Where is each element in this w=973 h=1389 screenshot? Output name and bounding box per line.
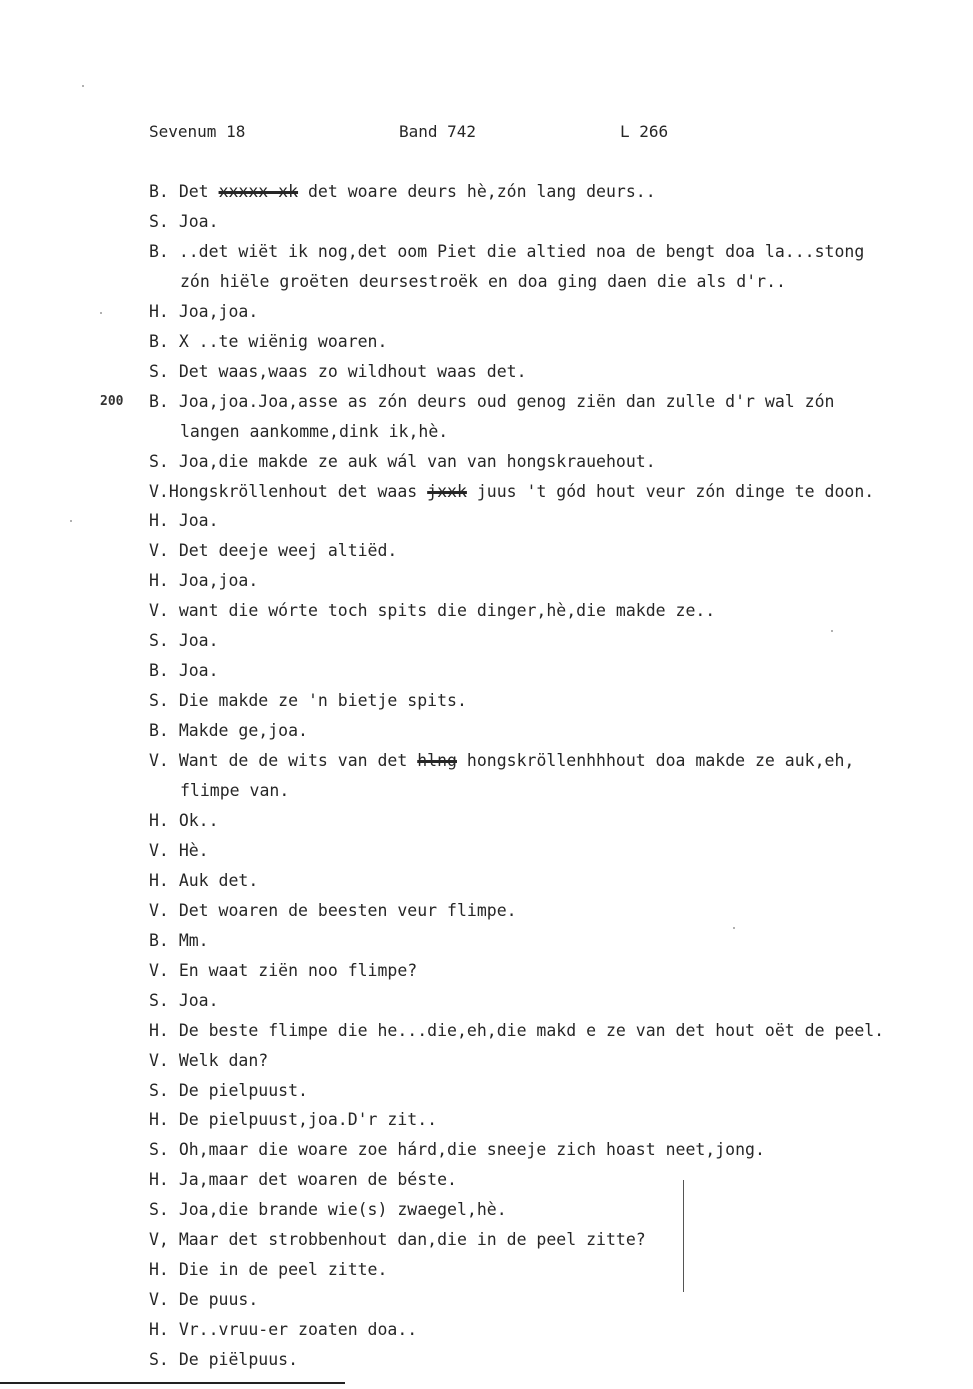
- dialogue-line: [149, 721, 308, 740]
- dialogue-continuation: [180, 422, 448, 441]
- speaker-label: B.: [149, 241, 169, 261]
- dialogue-line: [149, 1110, 437, 1129]
- utterance-text: Joa,joa.: [178, 571, 259, 591]
- dialogue-line: [149, 182, 656, 201]
- dialogue-line: [149, 871, 258, 890]
- speaker-label: V.: [149, 601, 169, 621]
- utterance-text: De pielpuust,joa.D'r zit..: [178, 1110, 438, 1130]
- scan-speck: [82, 85, 84, 87]
- dialogue-line: [149, 212, 219, 231]
- speaker-label: B.: [149, 391, 169, 411]
- utterance-text: Joa,joa.Joa,asse as zón deurs oud genog ziën dan zulle d'r wal zón: [178, 391, 835, 411]
- speaker-label: S.: [149, 1350, 169, 1370]
- speaker-label: S.: [149, 1200, 169, 1220]
- margin-counter-mark: 200: [100, 394, 124, 409]
- utterance-text: De beste flimpe die he...die,eh,die makd e ze van det hout oët de peel.: [178, 1020, 885, 1040]
- utterance-text: Joa,joa.: [178, 301, 259, 321]
- dialogue-line: [149, 631, 219, 650]
- utterance-text: Mm.: [178, 930, 209, 950]
- speaker-label: V.: [149, 960, 169, 980]
- dialogue-line: [149, 1140, 765, 1159]
- header-location: Sevenum 18: [149, 122, 246, 141]
- utterance-text: zón hiële groëten deursestroëk en doa ging daen die als d'r..: [180, 271, 786, 291]
- dialogue-line: [149, 482, 874, 501]
- speaker-label: B.: [149, 331, 169, 351]
- dialogue-line: [149, 1350, 298, 1369]
- scan-speck: [100, 312, 102, 314]
- speaker-label: V.: [149, 541, 169, 561]
- struck-out-text: xxxxx xk: [218, 182, 299, 201]
- utterance-text: De pielpuust.: [178, 1080, 308, 1100]
- utterance-text: Want de de wits van det: [178, 751, 418, 771]
- speaker-label: S.: [149, 361, 169, 381]
- dialogue-line: [149, 691, 467, 710]
- header-tape: Band 742: [399, 122, 477, 141]
- dialogue-line: [149, 901, 517, 920]
- dialogue-line: [149, 1170, 457, 1189]
- dialogue-line: [149, 841, 209, 860]
- utterance-text: det woare deurs hè,zón lang deurs..: [298, 182, 656, 201]
- dialogue-line: [149, 811, 219, 830]
- bottom-rule: [0, 1382, 345, 1384]
- speaker-label: H.: [149, 571, 169, 591]
- utterance-text: Welk dan?: [178, 1050, 269, 1070]
- utterance-text: Det woaren de beesten veur flimpe.: [178, 900, 517, 920]
- utterance-text: Die makde ze 'n bietje spits.: [178, 691, 467, 711]
- utterance-text: Ok..: [178, 810, 219, 830]
- utterance-text: Joa,die makde ze auk wál van van hongskrauehout.: [178, 451, 656, 471]
- speaker-label: H.: [149, 1320, 169, 1340]
- utterance-text: Det: [178, 182, 219, 201]
- dialogue-line: [149, 751, 854, 770]
- speaker-label: B.: [149, 661, 169, 681]
- utterance-text: Makde ge,joa.: [178, 721, 308, 741]
- scan-speck: [831, 630, 833, 632]
- dialogue-line: [149, 601, 715, 620]
- dialogue-line: [149, 961, 417, 980]
- speaker-label: V.: [149, 751, 169, 771]
- struck-out-text: jxxk: [427, 481, 467, 501]
- utterance-text: Oh,maar die woare zoe hárd,die sneeje zich hoast neet,jong.: [178, 1140, 765, 1160]
- utterance-text: juus 't gód hout veur zón dinge te doon.: [466, 481, 875, 501]
- utterance-text: ..det wiët ik nog,det oom Piet die altied noa de bengt doa la...stong: [178, 241, 865, 261]
- dialogue-line: [149, 1081, 308, 1100]
- dialogue-line: [149, 302, 258, 321]
- dialogue-continuation: [180, 781, 289, 800]
- speaker-label: H.: [149, 1110, 169, 1130]
- speaker-label: B.: [149, 930, 169, 950]
- speaker-label: S.: [149, 691, 169, 711]
- speaker-label: S.: [149, 1080, 169, 1100]
- struck-out-text: hlng: [417, 751, 457, 771]
- utterance-text: Ja,maar det woaren de béste.: [178, 1170, 457, 1190]
- dialogue-line: [149, 1200, 507, 1219]
- dialogue-line: [149, 332, 387, 351]
- dialogue-line: [149, 1290, 258, 1309]
- dialogue-line: [149, 242, 864, 261]
- utterance-text: Joa,die brande wie(s) zwaegel,hè.: [178, 1200, 507, 1220]
- dialogue-line: [149, 392, 834, 411]
- utterance-text: Det deeje weej altiëd.: [178, 541, 398, 561]
- utterance-text: langen aankomme,dink ik,hè.: [180, 421, 449, 441]
- utterance-text: Hongskröllenhout det waas: [168, 481, 428, 501]
- dialogue-line: [149, 1230, 646, 1249]
- dialogue-line: [149, 991, 219, 1010]
- speaker-label: S.: [149, 631, 169, 651]
- dialogue-line: [149, 571, 258, 590]
- utterance-text: Hè.: [178, 840, 209, 860]
- speaker-label: V.: [149, 900, 169, 920]
- dialogue-line: [149, 1260, 387, 1279]
- speaker-label: S.: [149, 211, 169, 231]
- speaker-label: S.: [149, 451, 169, 471]
- speaker-label: B.: [149, 721, 169, 741]
- dialogue-line: [149, 661, 219, 680]
- dialogue-continuation: [180, 272, 786, 291]
- dialogue-line: [149, 511, 219, 530]
- speaker-label: S.: [149, 990, 169, 1010]
- utterance-text: De piëlpuus.: [178, 1350, 299, 1370]
- speaker-label: B.: [149, 182, 169, 201]
- speaker-label: V.: [149, 1050, 169, 1070]
- speaker-label: H.: [149, 870, 169, 890]
- utterance-text: Joa.: [178, 631, 219, 651]
- speaker-label: H.: [149, 810, 169, 830]
- utterance-text: Die in de peel zitte.: [178, 1260, 388, 1280]
- utterance-text: Det waas,waas zo wildhout waas det.: [178, 361, 527, 381]
- utterance-text: flimpe van.: [180, 781, 290, 800]
- scan-speck: [733, 927, 735, 929]
- dialogue-line: [149, 452, 656, 471]
- scan-speck: [70, 520, 72, 522]
- speaker-label: V.: [149, 840, 169, 860]
- utterance-text: Joa.: [178, 511, 219, 531]
- speaker-label: H.: [149, 301, 169, 321]
- margin-vertical-bar: [683, 1180, 684, 1292]
- speaker-label: H.: [149, 1170, 169, 1190]
- utterance-text: Vr..vruu-er zoaten doa..: [178, 1320, 418, 1340]
- utterance-text: Maar det strobbenhout dan,die in de peel zitte?: [178, 1230, 646, 1250]
- dialogue-line: [149, 1051, 268, 1070]
- speaker-label: S.: [149, 1140, 169, 1160]
- dialogue-line: [149, 541, 397, 560]
- speaker-label: H.: [149, 1020, 169, 1040]
- dialogue-line: [149, 1021, 884, 1040]
- utterance-text: En waat ziën noo flimpe?: [178, 960, 418, 980]
- utterance-text: De puus.: [178, 1290, 259, 1310]
- utterance-text: Joa.: [178, 661, 219, 681]
- dialogue-line: [149, 931, 209, 950]
- utterance-text: X ..te wiënig woaren.: [178, 331, 388, 351]
- speaker-label: V,: [149, 1230, 169, 1250]
- dialogue-line: [149, 362, 527, 381]
- utterance-text: want die wórte toch spits die dinger,hè,die makde ze..: [178, 601, 716, 621]
- speaker-label: H.: [149, 511, 169, 531]
- utterance-text: Joa.: [178, 211, 219, 231]
- utterance-text: Auk det.: [178, 870, 259, 890]
- utterance-text: hongskröllenhhhout doa makde ze auk,eh,: [456, 751, 855, 771]
- header-page-number: L 266: [620, 122, 669, 141]
- speaker-label: V.: [149, 1290, 169, 1310]
- dialogue-line: [149, 1320, 417, 1339]
- speaker-label: H.: [149, 1260, 169, 1280]
- speaker-label: V.: [149, 481, 169, 501]
- utterance-text: Joa.: [178, 990, 219, 1010]
